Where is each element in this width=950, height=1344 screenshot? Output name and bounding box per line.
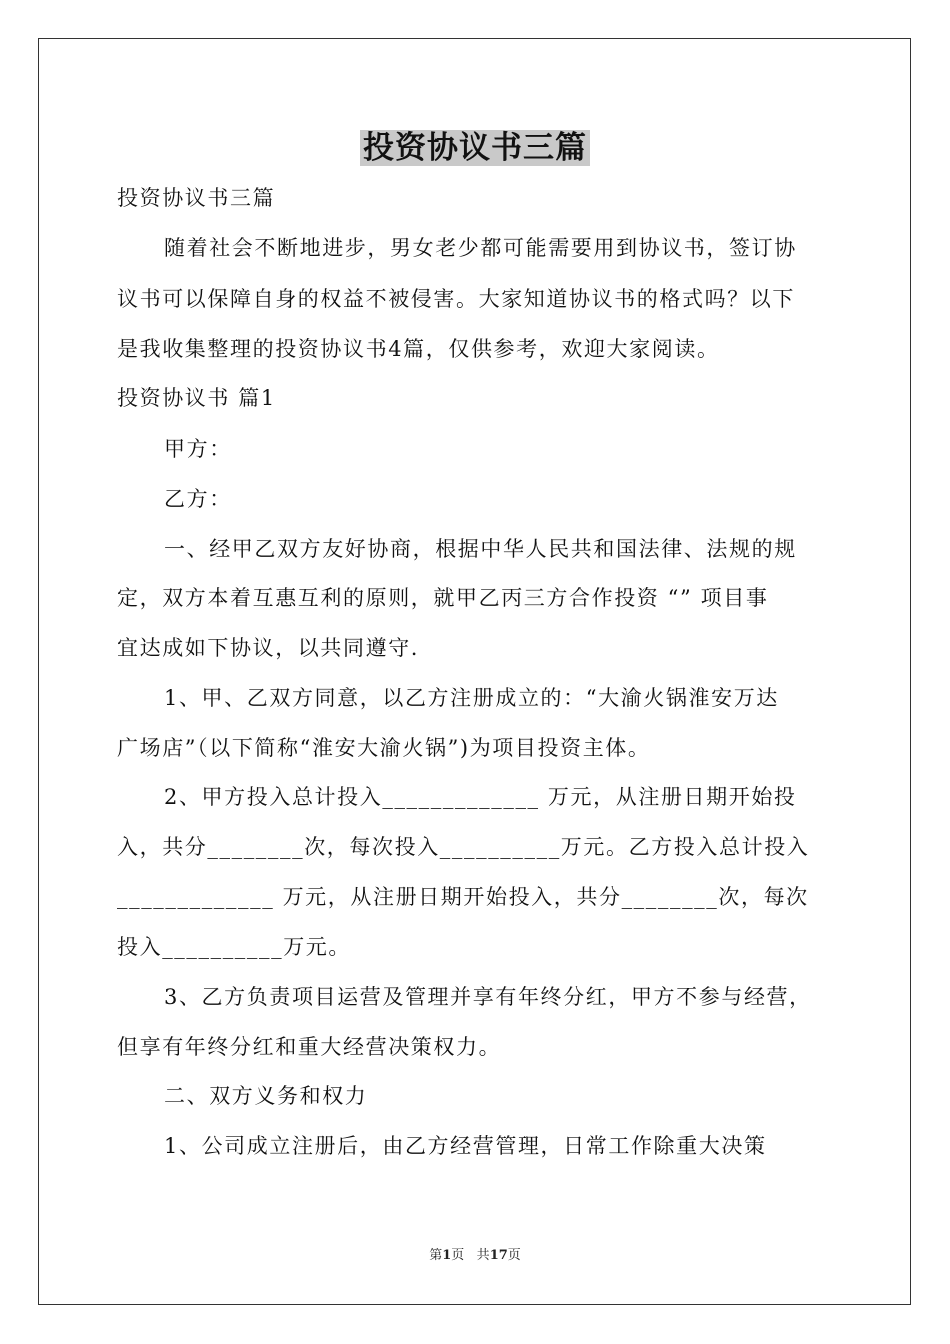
body-line: _____________ 万元，从注册日期开始投入，共分________次，每次 <box>117 885 809 909</box>
title-text: 投资协议书三篇 <box>360 130 590 166</box>
body-line: 1、甲、乙双方同意，以乙方注册成立的：“大渝火锅淮安万达 <box>164 686 779 710</box>
body-line: 入，共分________次，每次投入__________万元。乙方投入总计投入 <box>117 835 810 859</box>
body-line: 2、甲方投入总计投入_____________ 万元，从注册日期开始投 <box>164 785 797 809</box>
body-line: 3、乙方负责项目运营及管理并享有年终分红，甲方不参与经营， <box>164 985 812 1009</box>
total-suffix: 页 <box>507 1248 521 1263</box>
subtitle-line: 投资协议书三篇 <box>117 186 276 210</box>
body-line: 一、经甲乙双方友好协商，根据中华人民共和国法律、法规的规 <box>164 537 797 561</box>
body-line: 1、公司成立注册后，由乙方经营管理，日常工作除重大决策 <box>164 1134 767 1158</box>
body-line: 是我收集整理的投资协议书4篇，仅供参考，欢迎大家阅读。 <box>117 337 720 361</box>
body-line: 宜达成如下协议，以共同遵守. <box>117 636 420 660</box>
page-label-prefix: 第 <box>429 1248 443 1263</box>
page-label-suffix: 页 <box>451 1248 465 1263</box>
party-b-line: 乙方： <box>164 487 232 511</box>
party-a-line: 甲方： <box>164 437 232 461</box>
body-line: 议书可以保障自身的权益不被侵害。大家知道协议书的格式吗？以下 <box>117 287 795 311</box>
page-number: 1 <box>442 1248 452 1263</box>
section-heading: 二、双方义务和权力 <box>164 1084 368 1108</box>
section-heading: 投资协议书 篇1 <box>117 386 276 410</box>
body-line: 定，双方本着互惠互利的原则，就甲乙丙三方合作投资 “” 项目事 <box>117 586 769 610</box>
total-pages: 17 <box>489 1248 508 1263</box>
body-line: 广场店”（以下简称“淮安大渝火锅”)为项目投资主体。 <box>117 736 651 760</box>
body-line: 投入__________万元。 <box>117 935 351 959</box>
page-border <box>38 38 911 1305</box>
page-footer <box>0 1247 950 1265</box>
body-line: 但享有年终分红和重大经营决策权力。 <box>117 1035 502 1059</box>
document-title <box>0 126 950 170</box>
body-line: 随着社会不断地进步，男女老少都可能需要用到协议书，签订协 <box>164 236 797 260</box>
total-prefix: 共 <box>476 1248 490 1263</box>
